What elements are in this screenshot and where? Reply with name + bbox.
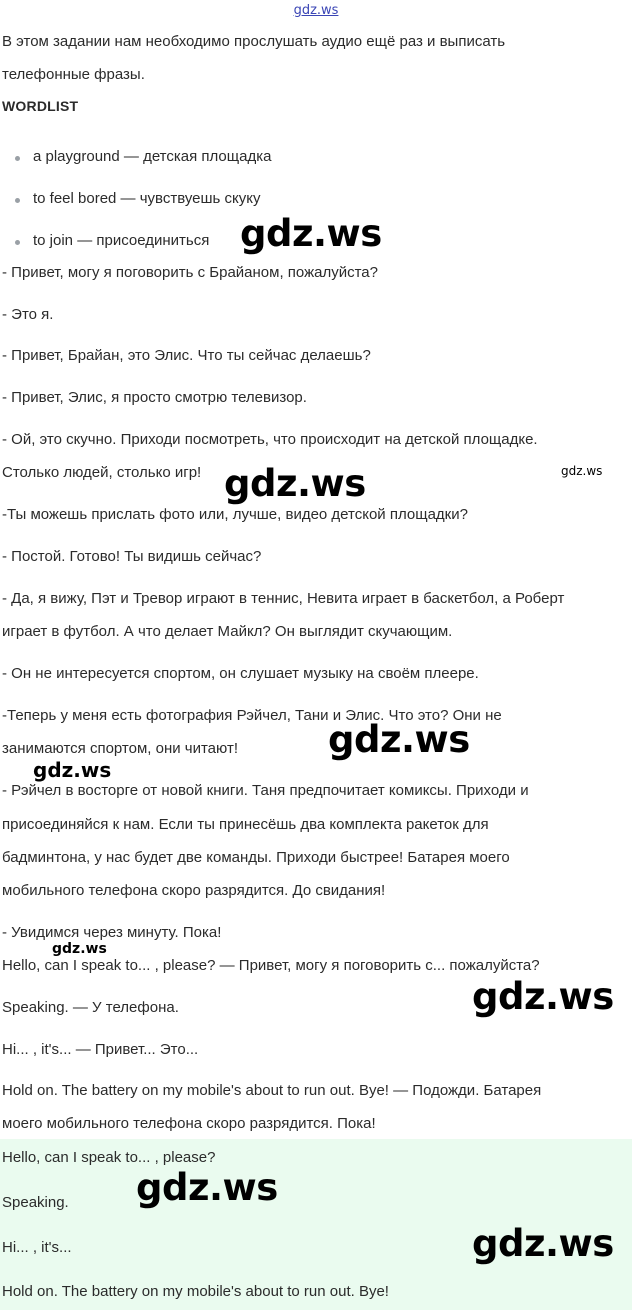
watermark-small: gdz.ws: [561, 464, 603, 478]
phrase-line: Hello, can I speak to... , please? — Привет, могу я поговорить с... пожалуйста?: [2, 957, 540, 974]
watermark-mid: gdz.ws: [33, 758, 112, 782]
dialogue-line: - Это я.: [2, 306, 54, 323]
phrase-line: Speaking. — У телефона.: [2, 999, 179, 1016]
answer-line: Hello, can I speak to... , please?: [2, 1149, 216, 1166]
dialogue-line: - Увидимся через минуту. Пока!: [2, 924, 222, 941]
dialogue-line: мобильного телефона скоро разрядится. До свидания!: [2, 882, 386, 899]
watermark: gdz.ws: [472, 1222, 614, 1265]
dialogue-line: - Привет, Элис, я просто смотрю телевизор.: [2, 389, 307, 406]
dialogue-line: - Он не интересуется спортом, он слушает музыку на своём плеере.: [2, 665, 479, 682]
site-link[interactable]: gdz.ws: [293, 3, 339, 18]
watermark-small: gdz.ws: [52, 941, 107, 957]
dialogue-line: - Постой. Готово! Ты видишь сейчас?: [2, 548, 262, 565]
dialogue-line: Столько людей, столько игр!: [2, 464, 202, 481]
answer-line: Hi... , it's...: [2, 1239, 72, 1256]
dialogue-line: - Рэйчел в восторге от новой книги. Таня предпочитает комиксы. Приходи и: [2, 782, 529, 799]
watermark: gdz.ws: [472, 975, 614, 1018]
bullet-icon: [15, 198, 20, 203]
watermark: gdz.ws: [240, 212, 382, 255]
intro-line: В этом задании нам необходимо прослушать аудио ещё раз и выписать: [2, 33, 506, 50]
dialogue-line: бадминтона, у нас будет две команды. Приходи быстрее! Батарея моего: [2, 849, 510, 866]
phrase-line: Hi... , it's... — Привет... Это...: [2, 1041, 199, 1058]
dialogue-line: -Теперь у меня есть фотография Рэйчел, Тани и Элис. Что это? Они не: [2, 707, 502, 724]
dialogue-line: играет в футбол. А что делает Майкл? Он выглядит скучающим.: [2, 623, 453, 640]
intro-line: телефонные фразы.: [2, 66, 145, 83]
dialogue-line: - Да, я вижу, Пэт и Тревор играют в теннис, Невита играет в баскетбол, а Роберт: [2, 590, 565, 607]
phrase-line: Hold on. The battery on my mobile's about to run out. Bye! — Подожди. Батарея: [2, 1082, 542, 1099]
watermark: gdz.ws: [328, 718, 470, 761]
dialogue-line: - Ой, это скучно. Приходи посмотреть, что происходит на детской площадке.: [2, 431, 538, 448]
wordlist-item: to feel bored — чувствуешь скуку: [33, 190, 261, 207]
bullet-icon: [15, 240, 20, 245]
answer-line: Speaking.: [2, 1194, 69, 1211]
wordlist-item: a playground — детская площадка: [33, 148, 272, 165]
wordlist-item: to join — присоединиться: [33, 232, 210, 249]
phrase-line: моего мобильного телефона скоро разрядится. Пока!: [2, 1115, 376, 1132]
dialogue-line: - Привет, могу я поговорить с Брайаном, пожалуйста?: [2, 264, 378, 281]
dialogue-line: -Ты можешь прислать фото или, лучше, видео детской площадки?: [2, 506, 468, 523]
watermark: gdz.ws: [224, 462, 366, 505]
watermark: gdz.ws: [136, 1166, 278, 1209]
dialogue-line: присоединяйся к нам. Если ты принесёшь два комплекта ракеток для: [2, 816, 489, 833]
answer-line: Hold on. The battery on my mobile's about to run out. Bye!: [2, 1283, 389, 1300]
bullet-icon: [15, 156, 20, 161]
dialogue-line: занимаются спортом, они читают!: [2, 740, 238, 757]
dialogue-line: - Привет, Брайан, это Элис. Что ты сейчас делаешь?: [2, 347, 371, 364]
wordlist-heading: WORDLIST: [2, 98, 79, 114]
